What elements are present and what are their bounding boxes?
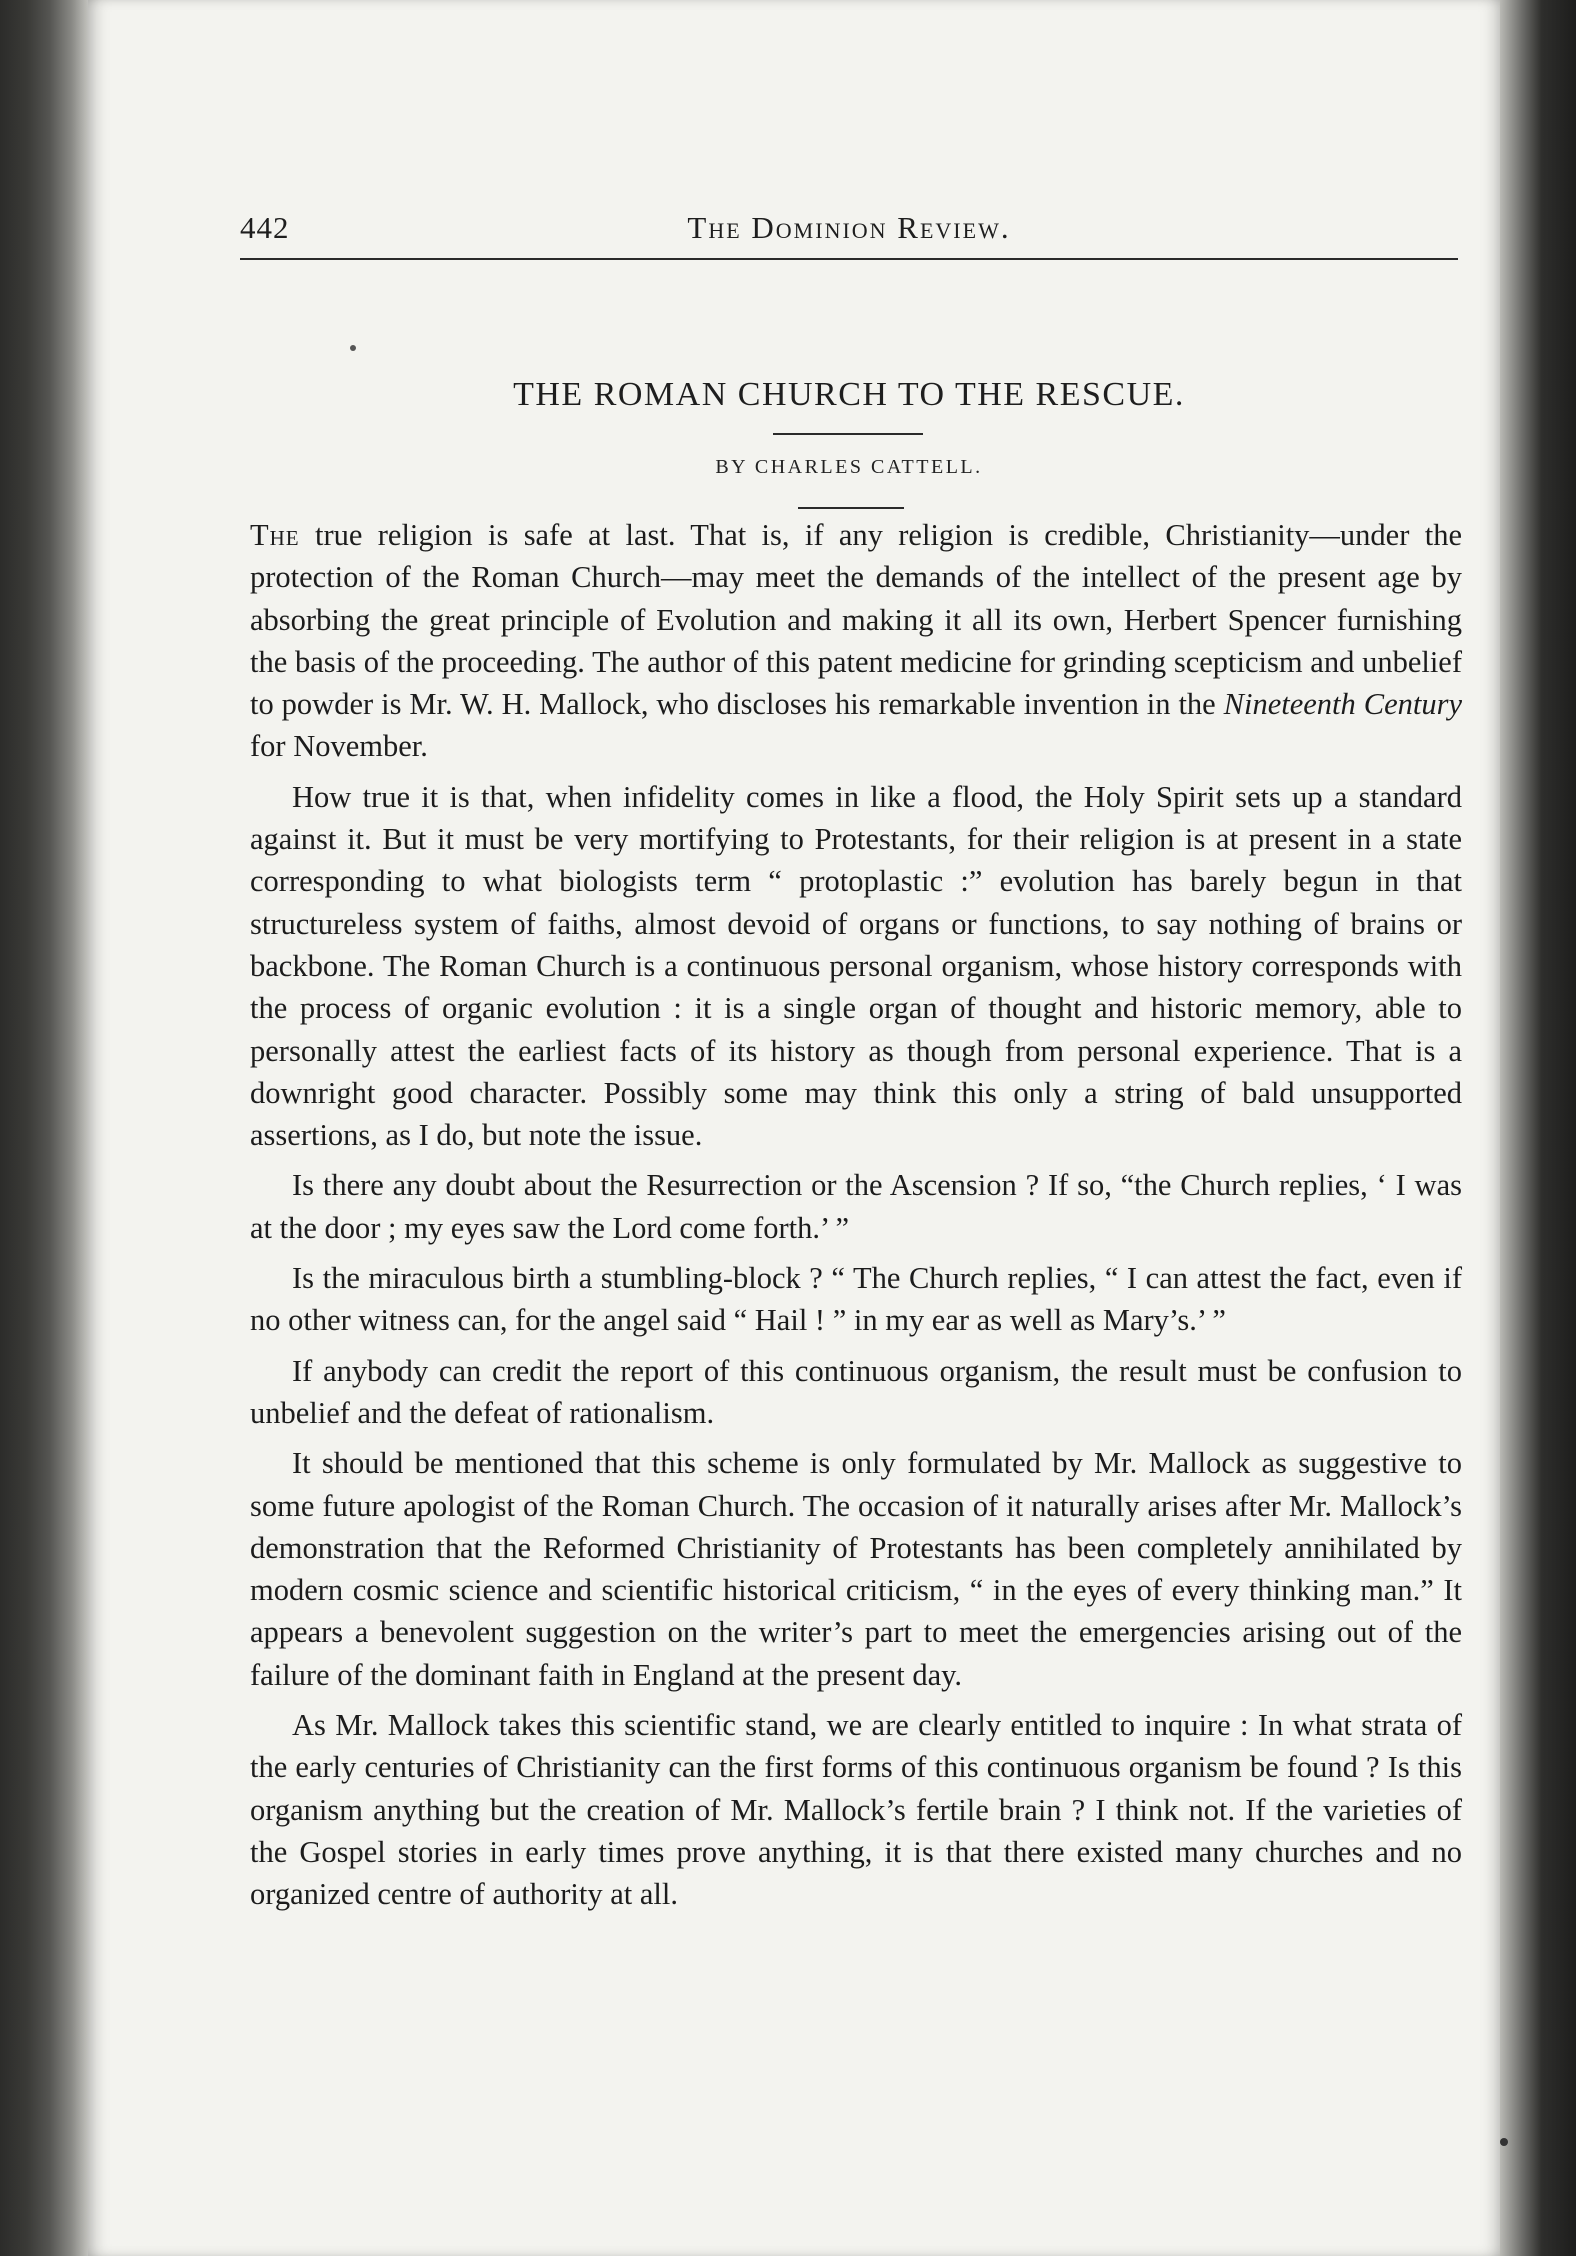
title-rule xyxy=(773,433,923,435)
page-number: 442 xyxy=(240,210,290,245)
byline-rule xyxy=(798,507,904,509)
paragraph: If anybody can credit the report of this continuous organism, the result must be confusion to unbelief and the defeat of rationalism. xyxy=(250,1353,1462,1430)
scan-speck xyxy=(350,345,356,351)
scan-speck xyxy=(1500,2138,1508,2146)
byline: BY CHARLES CATTELL. xyxy=(715,456,983,478)
page-header xyxy=(240,210,1458,260)
paragraph: Is there any doubt about the Resurrection or the Ascension ? If so, “the Church replies, ‘ I was at the door ; my eyes saw the Lord come forth.’ ” xyxy=(250,1168,1462,1245)
article-body xyxy=(250,514,1462,1924)
paragraph: It should be mentioned that this scheme is only formulated by Mr. Mallock as suggestive to some future apologist of the Roman Church. The occasion of it naturally arises after Mr. Mallock’s demonstration that the Reformed Christianity of Protestants has been completely annihilated by modern cosmic science and scientific historical criticism, “ in the eyes of every thinking man.” It appears a benevolent suggestion on the writer’s part to meet the emergencies arising out of the failure of the dominant faith in England at the present day. xyxy=(250,1446,1462,1692)
paragraph: As Mr. Mallock takes this scientific stand, we are clearly entitled to inquire : In what strata of the early centuries of Christianity can the first forms of this continuous organism be found ? Is this organism anything but the creation of Mr. Mallock’s fertile brain ? I think not. If the varieties of the Gospel stories in early times prove anything, it is that there existed many churches and no organized centre of authority at all. xyxy=(250,1708,1462,1912)
paragraph-lead-word: The xyxy=(250,518,300,552)
running-head: The Dominion Review. xyxy=(687,210,1011,245)
paragraph: How true it is that, when infidelity comes in like a flood, the Holy Spirit sets up a standard against it. But it must be very mortifying to Protestants, for their religion is at present in a state corresponding to what biologists term “ protoplastic :” evolution has barely begun in that structureless system of faiths, almost devoid of organs or functions, to say nothing of brains or backbone. The Roman Church is a continuous personal organism, whose history corresponds with the process of organic evolution : it is a single organ of thought and historic memory, able to personally attest the earliest facts of its history as though from personal experience. That is a downright good character. Possibly some may think this only a string of bald unsupported assertions, as I do, but note the issue. xyxy=(250,779,1462,1153)
article-title: THE ROMAN CHURCH TO THE RESCUE. xyxy=(513,376,1185,413)
publication-reference: Nineteenth Century xyxy=(1223,687,1462,722)
binding-shadow-right xyxy=(1500,0,1576,2256)
binding-shadow-left xyxy=(0,0,90,2256)
paragraph: The true religion is safe at last. That is, if any religion is credible, Christianity—under the protection of the Roman Church—may meet the demands of the intellect of the present age by absorbing the great principle of Evolution and making it all its own, Herbert Spencer furnishing the basis of the proceeding. The author of this patent medicine for grinding scepticism and unbelief to powder is Mr. W. H. Mallock, who discloses his remarkable invention in the Nineteenth Century for November. xyxy=(250,518,1462,764)
paragraph: Is the miraculous birth a stumbling-block ? “ The Church replies, “ I can attest the fact, even if no other witness can, for the angel said “ Hail ! ” in my ear as well as Mary’s.’ ” xyxy=(250,1261,1462,1338)
